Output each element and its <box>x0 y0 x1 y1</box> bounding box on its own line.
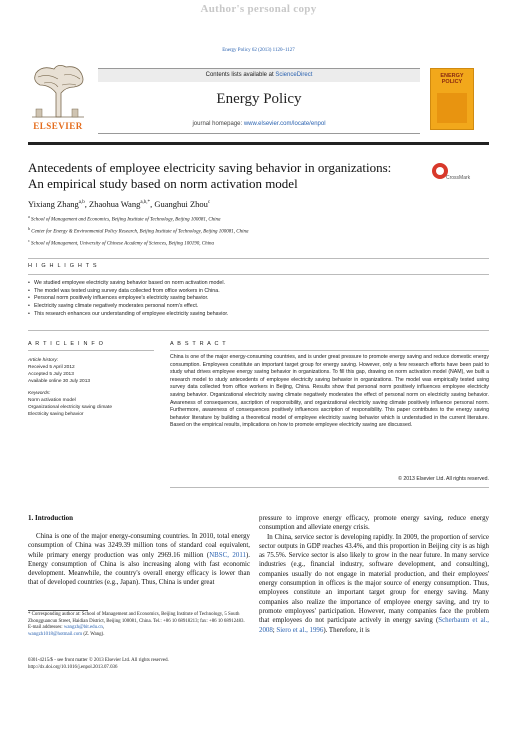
crossmark-badge[interactable] <box>430 163 490 185</box>
divider <box>28 258 489 259</box>
author-list: Yixiang Zhang$^{a,b}$, Zhaohua Wang$^{a,b,*}$, Guanghui Zhou$^c$ <box>28 199 211 209</box>
journal-masthead <box>98 68 420 134</box>
journal-title: Energy Policy <box>216 91 302 107</box>
journal-cover <box>430 68 474 130</box>
cover-art <box>437 93 467 123</box>
watermark: Author's personal copy <box>200 3 317 15</box>
divider <box>28 274 489 275</box>
paragraph: pressure to improve energy efficacy, promote energy saving, reduce energy consumption and alleviate energy crisis. <box>259 515 489 532</box>
affiliations <box>28 213 468 249</box>
accepted-date: Accepted 5 July 2013 <box>28 372 74 377</box>
author-sup: a,b,* <box>140 200 151 206</box>
sciencedirect-link[interactable]: ScienceDirect <box>275 72 313 78</box>
keyword: Norm activation model <box>28 398 76 403</box>
publisher-logo-text: ELSEVIER <box>33 121 83 131</box>
article-title-line2: An empirical study based on norm activation model <box>28 176 298 191</box>
footnote-rule <box>28 610 88 611</box>
contents-band <box>98 69 420 82</box>
received-date: Received 5 April 2012 <box>28 365 75 370</box>
cover-title-line2: POLICY <box>441 79 463 85</box>
article-title-line1: Antecedents of employee electricity saving behavior in organizations: <box>28 160 392 175</box>
corresponding-author-footnote: * Corresponding author at: School of Management and Economics, Beijing Institute of Technology, 5 South Zhongguancun Street, Haidian District, Beijing 100081, China. Tel.: +86 10 68918213; fax: +86 10 68912483. E-mail addresses: wangzh@bit.edu.cn, wangzh1018@hotmail.com (Z. Wang). <box>28 612 250 638</box>
issn-line: 0301-4215/$ - see front matter © 2013 Elsevier Ltd. All rights reserved. <box>28 658 169 663</box>
footnote-address: * Corresponding author at: School of Management and Economics, Beijing Institute of Technology, 5 South Zhongguancun Street, Haidian District, Beijing 100081, China. Tel.: +86 10 68918213; fax: +86 10 68912483. <box>28 612 245 624</box>
footnote-emails: E-mail addresses: wangzh@bit.edu.cn, <box>28 625 105 630</box>
journal-citation[interactable]: Energy Policy 62 (2013) 1120–1127 <box>222 48 295 53</box>
homepage-link[interactable]: www.elsevier.com/locate/enpol <box>243 121 326 127</box>
citation-link[interactable]: NBSC, 2011 <box>209 551 246 559</box>
divider <box>170 487 489 488</box>
affiliation-item: $^c$ School of Management, University of Chinese Academy of Sciences, Beijing 100190, China <box>28 238 214 247</box>
keyword: Organizational electricity saving climate <box>28 405 112 410</box>
author-sup: a,b <box>78 200 85 206</box>
abstract-copyright: © 2013 Elsevier Ltd. All rights reserved. <box>398 476 489 482</box>
article-info <box>28 357 154 418</box>
intro-column-1: China is one of the major energy-consuming countries. In 2010, total energy consumption of China was 3249.39 million tons of standard coal equivalent, while primary energy production was only 2969.16 million (NBSC, 2011). Energy consumption of China is also increasing along with fast economic development. Meanwhile, the country's overall energy efficacy is lower than that of developed countries (e.g., Japan). Thus, China is under great <box>28 533 250 587</box>
author-name[interactable]: Guanghui Zhou <box>154 199 208 209</box>
affiliation-item: $^b$ Center for Energy & Environmental Policy Research, Beijing Institute of Technology, Beijing 100081, China <box>28 226 249 235</box>
homepage-prefix: journal homepage: <box>192 121 244 127</box>
abstract-text: China is one of the major energy-consuming countries, and is under great pressure to promote energy saving and reduce domestic energy consumption. Employees constitute an important target group for energy saving. However, only a few research efforts have been paid to study what drives employee energy saving behavior in organizations. To fill this gap, drawing on norm activation model (NAM), we built a research model to study antecedents of employee electricity saving behavior in organizations. The model was empirically tested using survey data collected from office workers in Beijing, China. Results show that personal norm positively influences employee electricity saving behavior. Organizational electricity saving climate negatively moderates the effect of personal norm on electricity saving behavior. Awareness of consequences, ascription of responsibility, and organizational electricity saving climate positively influence personal norm. Furthermore, awareness of consequences positively influences ascription of responsibility. This paper contributes to the energy saving behavior literature by building a theoretical model of employee electricity saving behavior which is understudied in the current literature. Based on the empirical results, implications on how to promote employee electricity saving are discussed. <box>170 354 489 429</box>
highlights-heading: H I G H L I G H T S <box>28 263 98 269</box>
highlight-item: • This research enhances our understanding of employee electricity saving behavior. <box>28 311 489 319</box>
citation-link[interactable]: Siero et al., 1996 <box>276 626 324 634</box>
divider <box>170 350 489 351</box>
publisher-logo <box>28 63 88 133</box>
highlights-list <box>28 280 489 319</box>
contents-prefix: Contents lists available at <box>205 72 276 78</box>
article-info-heading: A R T I C L E I N F O <box>28 341 105 347</box>
online-date: Available online 30 July 2013 <box>28 379 91 384</box>
intro-column-2 <box>259 514 489 635</box>
highlight-item: • The model was tested using survey data collected from office workers in China. <box>28 288 489 296</box>
header-divider <box>28 142 489 145</box>
highlight-item: • Personal norm positively influences employee's electricity saving behavior. <box>28 295 489 303</box>
keywords-label: Keywords: <box>28 391 51 396</box>
highlight-item: • Electricity saving climate negatively moderates personal norm's effect. <box>28 303 489 311</box>
affiliation-item: $^a$ School of Management and Economics, Beijing Institute of Technology, Beijing 100081, China <box>28 214 221 223</box>
elsevier-tree-icon <box>28 63 88 119</box>
email-link[interactable]: wangzh@bit.edu.cn <box>63 625 103 630</box>
cover-title <box>431 73 473 85</box>
highlight-item: • We studied employee electricity saving behavior based on norm activation model. <box>28 280 489 288</box>
author-sup: c <box>207 200 211 206</box>
citation-link[interactable]: Scherbaum et al., 2008 <box>259 617 489 634</box>
doi-link[interactable]: http://dx.doi.org/10.1016/j.enpol.2013.07.036 <box>28 664 118 670</box>
author-name[interactable]: Yixiang Zhang <box>28 199 79 209</box>
crossmark-label: CrossMark <box>446 175 471 181</box>
divider <box>28 330 489 331</box>
email-link[interactable]: wangzh1018@hotmail.com <box>28 631 83 637</box>
cover-title-line1: ENERGY <box>440 73 464 79</box>
divider <box>28 350 154 351</box>
abstract-heading: A B S T R A C T <box>170 341 227 347</box>
author-name[interactable]: Zhaohua Wang <box>89 199 141 209</box>
article-title <box>28 160 418 192</box>
keyword: Electricity saving behavior <box>28 412 84 417</box>
section-heading-introduction: 1. Introduction <box>28 514 73 522</box>
history-label: Article history: <box>28 358 59 363</box>
issn-doi <box>28 658 250 671</box>
journal-homepage <box>98 121 420 127</box>
paragraph: In China, service sector is developing rapidly. In 2009, the proportion of service sector outputs in GDP reaches 43.4%, and this proportion in Beijing city is as high as 75.5%. Service sector is also likely to grow in the near future. In many service industries (e.g., financial industry, software development, and consulting), companies usually do not engage in material production, and their employees' energy consumption in offices is the major source of energy consumption. Thus, employees constitute an important target group for energy saving. Many companies also realize the importance of employee energy saving, and try to promote employees' participation. However, many companies face the problem that employees do not participate actively in energy saving (Scherbaum et al., 2008; Siero et al., 1996). Therefore, it is <box>259 533 489 634</box>
